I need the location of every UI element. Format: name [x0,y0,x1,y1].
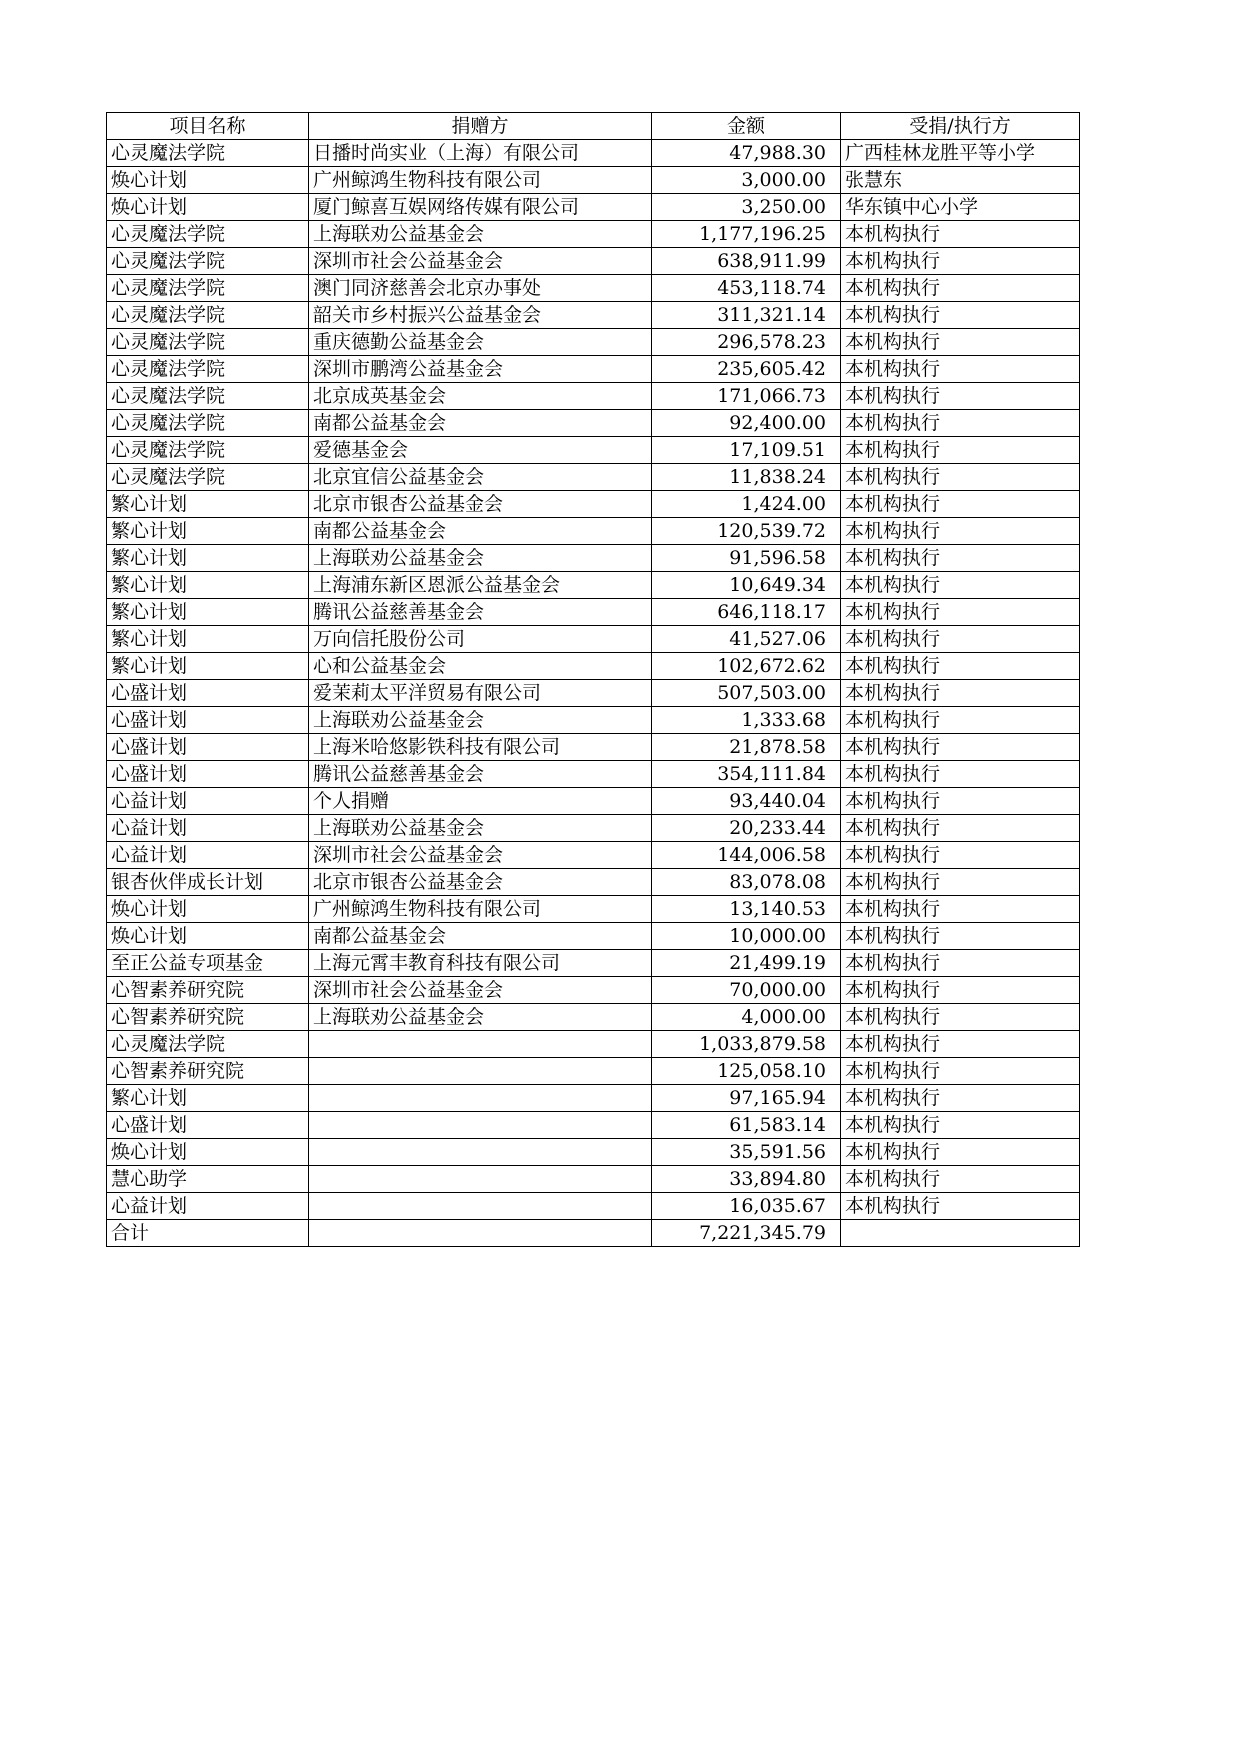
header-project-name: 项目名称 [107,113,309,140]
table-row [107,977,1080,1004]
cell-project-name: 心智素养研究院 [107,1004,309,1031]
table-row [107,680,1080,707]
cell-donor: 爱茉莉太平洋贸易有限公司 [309,680,652,707]
table-row [107,1139,1080,1166]
cell-donor: 北京市银杏公益基金会 [309,869,652,896]
cell-amount: 144,006.58 [652,842,841,869]
cell-donor: 重庆德勤公益基金会 [309,329,652,356]
cell-amount: 646,118.17 [652,599,841,626]
cell-amount: 47,988.30 [652,140,841,167]
cell-recipient: 本机构执行 [841,1031,1080,1058]
cell-project-name: 心灵魔法学院 [107,275,309,302]
cell-donor: 日播时尚实业（上海）有限公司 [309,140,652,167]
cell-amount: 93,440.04 [652,788,841,815]
cell-recipient: 本机构执行 [841,1193,1080,1220]
table-row [107,1058,1080,1085]
cell-amount: 13,140.53 [652,896,841,923]
cell-recipient: 本机构执行 [841,221,1080,248]
cell-recipient: 本机构执行 [841,707,1080,734]
cell-recipient: 本机构执行 [841,1058,1080,1085]
cell-amount: 92,400.00 [652,410,841,437]
cell-donor: 广州鲸鸿生物科技有限公司 [309,896,652,923]
cell-project-name: 心灵魔法学院 [107,329,309,356]
cell-project-name: 繁心计划 [107,599,309,626]
cell-project-name: 心灵魔法学院 [107,248,309,275]
cell-amount: 21,499.19 [652,950,841,977]
cell-donor: 北京宜信公益基金会 [309,464,652,491]
cell-amount: 171,066.73 [652,383,841,410]
cell-project-name: 繁心计划 [107,626,309,653]
table-row [107,356,1080,383]
table-row [107,815,1080,842]
cell-donor: 北京成英基金会 [309,383,652,410]
cell-amount: 20,233.44 [652,815,841,842]
cell-recipient: 本机构执行 [841,437,1080,464]
cell-recipient: 华东镇中心小学 [841,194,1080,221]
cell-amount: 21,878.58 [652,734,841,761]
cell-donor: 北京市银杏公益基金会 [309,491,652,518]
table-row [107,1085,1080,1112]
table-row [107,464,1080,491]
cell-project-name: 心盛计划 [107,1112,309,1139]
cell-donor: 深圳市社会公益基金会 [309,248,652,275]
table-row [107,518,1080,545]
cell-recipient: 本机构执行 [841,1139,1080,1166]
cell-project-name: 心智素养研究院 [107,1058,309,1085]
table-row [107,842,1080,869]
cell-amount: 1,033,879.58 [652,1031,841,1058]
cell-recipient: 本机构执行 [841,275,1080,302]
cell-donor: 爱德基金会 [309,437,652,464]
cell-project-name: 心灵魔法学院 [107,437,309,464]
cell-donor: 厦门鲸喜互娱网络传媒有限公司 [309,194,652,221]
cell-donor: 上海浦东新区恩派公益基金会 [309,572,652,599]
cell-amount: 4,000.00 [652,1004,841,1031]
table-row [107,302,1080,329]
cell-project-name: 焕心计划 [107,194,309,221]
cell-recipient: 本机构执行 [841,869,1080,896]
table-row [107,167,1080,194]
cell-recipient: 本机构执行 [841,896,1080,923]
table-row [107,248,1080,275]
cell-project-name: 心盛计划 [107,707,309,734]
cell-donor: 个人捐赠 [309,788,652,815]
cell-project-name: 繁心计划 [107,518,309,545]
cell-recipient: 本机构执行 [841,761,1080,788]
cell-recipient: 本机构执行 [841,626,1080,653]
total-recipient [841,1220,1080,1247]
table-row [107,275,1080,302]
cell-recipient: 本机构执行 [841,572,1080,599]
header-recipient: 受捐/执行方 [841,113,1080,140]
cell-amount: 35,591.56 [652,1139,841,1166]
table-row [107,923,1080,950]
table-row [107,896,1080,923]
cell-amount: 83,078.08 [652,869,841,896]
cell-recipient: 本机构执行 [841,950,1080,977]
cell-project-name: 心智素养研究院 [107,977,309,1004]
cell-donor: 上海联劝公益基金会 [309,545,652,572]
cell-recipient: 本机构执行 [841,680,1080,707]
table-row [107,221,1080,248]
cell-project-name: 心盛计划 [107,761,309,788]
cell-donor: 深圳市社会公益基金会 [309,842,652,869]
cell-project-name: 焕心计划 [107,167,309,194]
cell-recipient: 本机构执行 [841,518,1080,545]
cell-project-name: 繁心计划 [107,1085,309,1112]
cell-recipient: 张慧东 [841,167,1080,194]
cell-recipient: 本机构执行 [841,977,1080,1004]
table-row [107,599,1080,626]
table-row [107,329,1080,356]
cell-recipient: 本机构执行 [841,1112,1080,1139]
cell-recipient: 本机构执行 [841,734,1080,761]
cell-project-name: 繁心计划 [107,491,309,518]
table-row [107,491,1080,518]
cell-project-name: 心盛计划 [107,680,309,707]
cell-amount: 16,035.67 [652,1193,841,1220]
table-row [107,1031,1080,1058]
cell-project-name: 心益计划 [107,788,309,815]
table-row [107,653,1080,680]
cell-project-name: 心灵魔法学院 [107,221,309,248]
cell-amount: 70,000.00 [652,977,841,1004]
cell-recipient: 本机构执行 [841,464,1080,491]
cell-donor: 上海联劝公益基金会 [309,815,652,842]
cell-recipient: 本机构执行 [841,356,1080,383]
cell-recipient: 本机构执行 [841,923,1080,950]
table-row [107,1193,1080,1220]
cell-amount: 1,333.68 [652,707,841,734]
cell-recipient: 本机构执行 [841,653,1080,680]
table-row [107,194,1080,221]
cell-project-name: 心灵魔法学院 [107,410,309,437]
table-row [107,1166,1080,1193]
cell-recipient: 本机构执行 [841,1166,1080,1193]
cell-recipient: 本机构执行 [841,788,1080,815]
table-header-row [107,113,1080,140]
cell-amount: 354,111.84 [652,761,841,788]
cell-amount: 41,527.06 [652,626,841,653]
cell-recipient: 本机构执行 [841,329,1080,356]
cell-donor: 深圳市社会公益基金会 [309,977,652,1004]
table-row [107,437,1080,464]
header-amount: 金额 [652,113,841,140]
table-row [107,788,1080,815]
cell-amount: 507,503.00 [652,680,841,707]
table-row [107,383,1080,410]
cell-donor: 上海元霄丰教育科技有限公司 [309,950,652,977]
cell-project-name: 焕心计划 [107,923,309,950]
cell-donor: 心和公益基金会 [309,653,652,680]
cell-project-name: 心灵魔法学院 [107,1031,309,1058]
cell-donor: 万向信托股份公司 [309,626,652,653]
donation-table [106,112,1080,1247]
table-row [107,869,1080,896]
cell-amount: 453,118.74 [652,275,841,302]
cell-project-name: 心灵魔法学院 [107,302,309,329]
cell-recipient: 本机构执行 [841,248,1080,275]
cell-donor [309,1112,652,1139]
cell-amount: 125,058.10 [652,1058,841,1085]
cell-amount: 3,250.00 [652,194,841,221]
table-row [107,1004,1080,1031]
cell-donor: 深圳市鹏湾公益基金会 [309,356,652,383]
cell-project-name: 心灵魔法学院 [107,140,309,167]
cell-amount: 10,649.34 [652,572,841,599]
cell-recipient: 本机构执行 [841,1085,1080,1112]
cell-donor: 上海联劝公益基金会 [309,1004,652,1031]
table-row [107,707,1080,734]
cell-amount: 638,911.99 [652,248,841,275]
table-row [107,950,1080,977]
cell-project-name: 至正公益专项基金 [107,950,309,977]
table-row [107,410,1080,437]
table-row [107,761,1080,788]
cell-amount: 97,165.94 [652,1085,841,1112]
cell-donor: 广州鲸鸿生物科技有限公司 [309,167,652,194]
cell-amount: 311,321.14 [652,302,841,329]
cell-donor [309,1058,652,1085]
total-donor [309,1220,652,1247]
cell-amount: 61,583.14 [652,1112,841,1139]
cell-project-name: 心灵魔法学院 [107,383,309,410]
table-row [107,1112,1080,1139]
cell-donor: 韶关市乡村振兴公益基金会 [309,302,652,329]
table-row [107,734,1080,761]
cell-project-name: 焕心计划 [107,896,309,923]
total-amount: 7,221,345.79 [652,1220,841,1247]
cell-donor [309,1031,652,1058]
cell-amount: 3,000.00 [652,167,841,194]
cell-donor: 上海联劝公益基金会 [309,221,652,248]
cell-amount: 91,596.58 [652,545,841,572]
cell-amount: 235,605.42 [652,356,841,383]
cell-recipient: 本机构执行 [841,815,1080,842]
table-row [107,572,1080,599]
cell-amount: 120,539.72 [652,518,841,545]
cell-donor: 澳门同济慈善会北京办事处 [309,275,652,302]
cell-amount: 1,424.00 [652,491,841,518]
cell-recipient: 本机构执行 [841,491,1080,518]
cell-amount: 17,109.51 [652,437,841,464]
total-row [107,1220,1080,1247]
cell-amount: 296,578.23 [652,329,841,356]
cell-recipient: 本机构执行 [841,599,1080,626]
cell-donor: 南都公益基金会 [309,518,652,545]
cell-donor: 上海米哈悠影铁科技有限公司 [309,734,652,761]
cell-project-name: 心益计划 [107,842,309,869]
table-row [107,626,1080,653]
cell-donor: 腾讯公益慈善基金会 [309,761,652,788]
cell-recipient: 本机构执行 [841,842,1080,869]
cell-donor [309,1166,652,1193]
cell-recipient: 本机构执行 [841,383,1080,410]
cell-project-name: 焕心计划 [107,1139,309,1166]
cell-recipient: 广西桂林龙胜平等小学 [841,140,1080,167]
cell-project-name: 心灵魔法学院 [107,464,309,491]
cell-donor: 南都公益基金会 [309,923,652,950]
cell-amount: 10,000.00 [652,923,841,950]
cell-project-name: 心盛计划 [107,734,309,761]
table-row [107,140,1080,167]
cell-project-name: 心益计划 [107,1193,309,1220]
cell-project-name: 繁心计划 [107,653,309,680]
cell-project-name: 心灵魔法学院 [107,356,309,383]
cell-donor: 腾讯公益慈善基金会 [309,599,652,626]
cell-project-name: 银杏伙伴成长计划 [107,869,309,896]
header-donor: 捐赠方 [309,113,652,140]
cell-recipient: 本机构执行 [841,410,1080,437]
cell-amount: 102,672.62 [652,653,841,680]
cell-project-name: 心益计划 [107,815,309,842]
table-row [107,545,1080,572]
cell-recipient: 本机构执行 [841,545,1080,572]
cell-recipient: 本机构执行 [841,1004,1080,1031]
cell-donor: 上海联劝公益基金会 [309,707,652,734]
cell-donor: 南都公益基金会 [309,410,652,437]
cell-amount: 33,894.80 [652,1166,841,1193]
cell-donor [309,1085,652,1112]
cell-recipient: 本机构执行 [841,302,1080,329]
cell-amount: 11,838.24 [652,464,841,491]
cell-project-name: 繁心计划 [107,572,309,599]
cell-project-name: 繁心计划 [107,545,309,572]
cell-amount: 1,177,196.25 [652,221,841,248]
cell-donor [309,1193,652,1220]
total-label: 合计 [107,1220,309,1247]
cell-donor [309,1139,652,1166]
cell-project-name: 慧心助学 [107,1166,309,1193]
